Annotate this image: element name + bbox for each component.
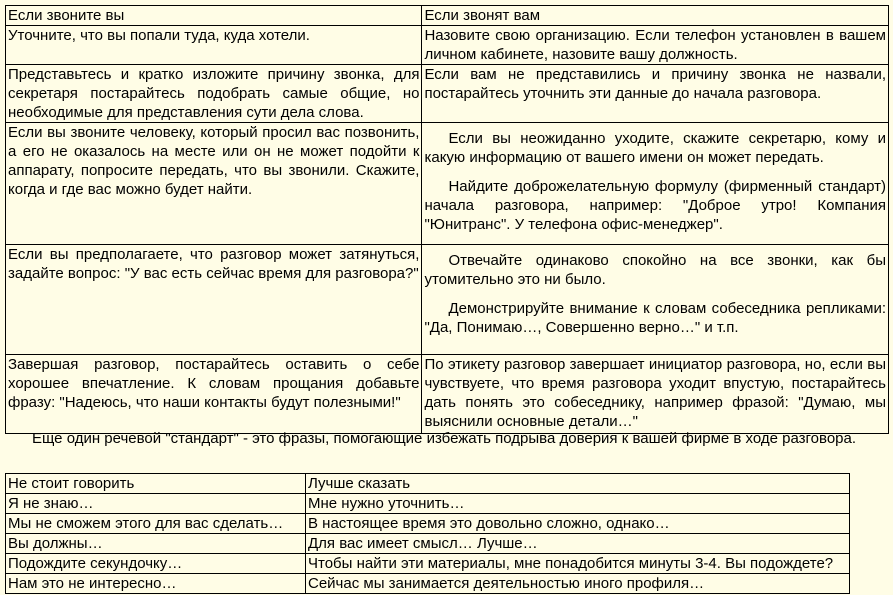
table-cell: Чтобы найти эти материалы, мне понадобится минуты 3-4. Вы подождете?	[306, 554, 850, 574]
table-header-row	[6, 474, 850, 494]
cell-text: Представьтесь и кратко изложите причину звонка, для секретаря постарайтесь подобрать самые общие, но необходимые для представления сути дела слова.	[8, 66, 420, 121]
table-cell	[422, 245, 889, 355]
table-cell	[6, 355, 422, 434]
table-cell	[6, 26, 422, 65]
table-row	[6, 534, 850, 554]
cell-text: Назовите свою организацию. Если телефон установлен в вашем личном кабинете, назовите вашу должность.	[424, 27, 886, 63]
cell-text: Если вы звоните человеку, который просил вас позвонить, а его не оказалось на месте или он не может подойти к аппарату, попросите передать, что вы звонили. Скажите, когда и где вас можно будет найти.	[8, 124, 420, 198]
table-row	[6, 554, 850, 574]
table-row	[6, 355, 889, 434]
cell-paragraph: Демонстрируйте внимание к словам собеседника репликами: "Да, Понимаю…, Совершенно верно…" и т.п.	[424, 300, 886, 336]
table-cell	[6, 65, 422, 123]
table-header-row	[6, 6, 889, 26]
table-row	[6, 574, 850, 594]
table-cell: В настоящее время это довольно сложно, однако…	[306, 514, 850, 534]
table-row	[6, 65, 889, 123]
table-row	[6, 245, 889, 355]
table-row	[6, 514, 850, 534]
table-cell: Подождите секундочку…	[6, 554, 306, 574]
cell-text: Завершая разговор, постарайтесь оставить о себе хорошее впечатление. К словам прощания добавьте фразу: "Надеюсь, что наши контакты будут полезными!"	[8, 356, 420, 411]
header-better-say: Лучше сказать	[306, 474, 850, 494]
phrases-table	[5, 473, 850, 594]
table-row	[6, 123, 889, 245]
table-row	[6, 494, 850, 514]
table-cell: Мне нужно уточнить…	[306, 494, 850, 514]
speech-standard-paragraph: Еще один речевой "стандарт" - это фразы, помогающие избежать подрыва доверия к вашей фирме в ходе разговора.	[32, 430, 857, 447]
table-cell	[6, 123, 422, 245]
table-cell: Для вас имеет смысл… Лучше…	[306, 534, 850, 554]
etiquette-table	[5, 5, 889, 434]
cell-text: По этикету разговор завершает инициатор разговора, но, если вы чувствуете, что время разговора уходит впустую, постарайтесь дать понять это собеседнику, например фразой: "Думаю, мы выяснили основные детали…"	[424, 356, 886, 430]
header-dont-say: Не стоит говорить	[6, 474, 306, 494]
cell-text: Если вам не представились и причину звонка не назвали, постарайтесь уточнить эти данные до начала разговора.	[424, 66, 886, 102]
cell-text: Уточните, что вы попали туда, куда хотели.	[8, 27, 310, 44]
table-cell: Сейчас мы занимается деятельностью иного профиля…	[306, 574, 850, 594]
table-cell	[6, 245, 422, 355]
table-cell: Нам это не интересно…	[6, 574, 306, 594]
cell-paragraph: Если вы неожиданно уходите, скажите секретарю, кому и какую информацию от вашего имени он может передать.	[424, 130, 886, 166]
table-cell: Мы не сможем этого для вас сделать…	[6, 514, 306, 534]
table-cell: Вы должны…	[6, 534, 306, 554]
table-cell	[422, 26, 889, 65]
table-cell	[422, 65, 889, 123]
header-if-they-call: Если звонят вам	[422, 6, 889, 26]
header-if-you-call: Если звоните вы	[6, 6, 422, 26]
cell-text: Если вы предполагаете, что разговор может затянуться, задайте вопрос: "У вас есть сейчас время для разговора?"	[8, 246, 420, 282]
table-row	[6, 26, 889, 65]
cell-paragraph: Отвечайте одинаково спокойно на все звонки, как бы утомительно это ни было.	[424, 252, 886, 288]
table-cell: Я не знаю…	[6, 494, 306, 514]
cell-paragraph: Найдите доброжелательную формулу (фирменный стандарт) начала разговора, например: "Доброе утро! Компания "Юнитранс". У телефона офис-менеджер".	[424, 178, 886, 233]
table-cell	[422, 123, 889, 245]
table-cell	[422, 355, 889, 434]
